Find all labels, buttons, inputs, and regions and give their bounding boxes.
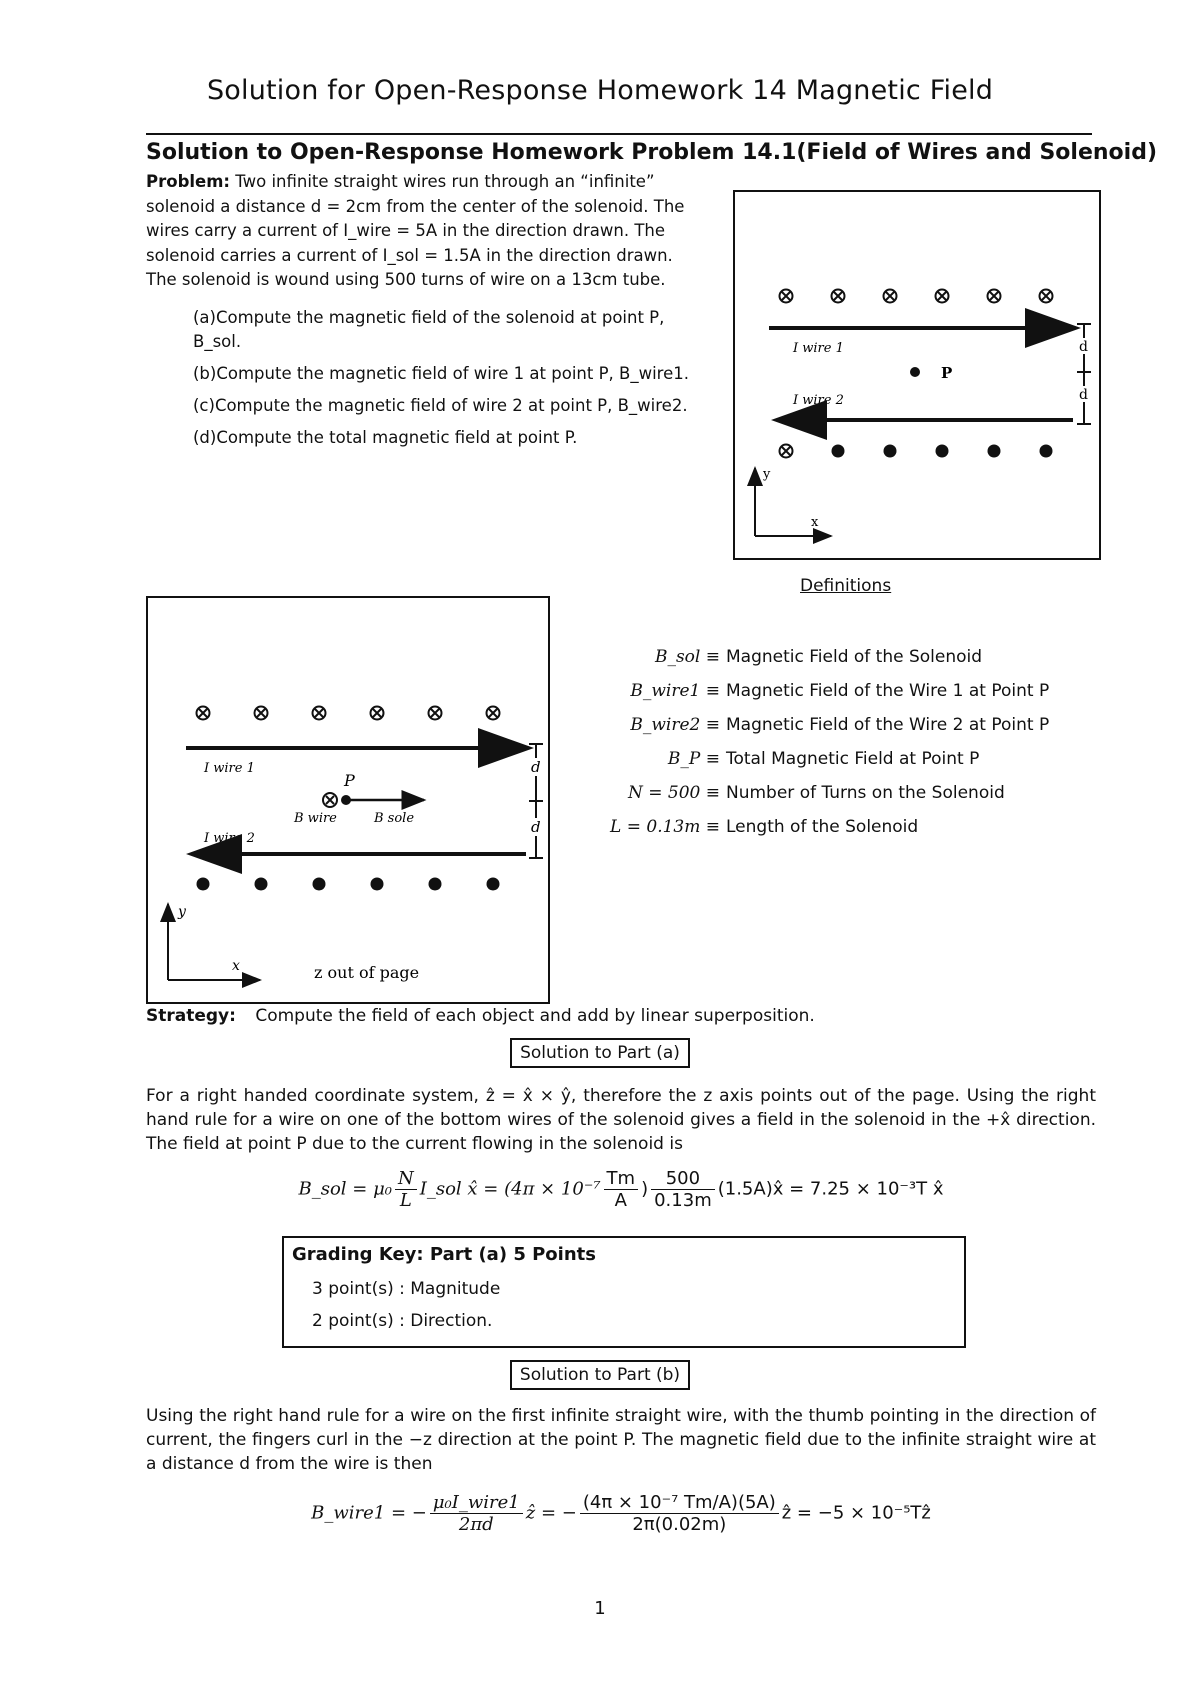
part-b-heading-wrap (0, 1360, 1200, 1390)
definition-row: B_P ≡ Total Magnetic Field at Point P (667, 749, 980, 769)
figure-solenoid-top (733, 190, 1101, 560)
section-title: Solution to Open-Response Homework Problem 14.1(Field of Wires and Solenoid) (146, 140, 1158, 165)
dot-symbol (487, 878, 500, 891)
part-d-question: (d)Compute the total magnetic field at point P. (193, 428, 578, 447)
dot-symbol (313, 878, 326, 891)
wire2-label: I wire 2 (793, 393, 844, 408)
bottom-row-currents-out-of-page (197, 878, 500, 891)
axes-icon (755, 467, 831, 536)
problem-parts (193, 306, 713, 458)
cross-symbol (936, 290, 949, 303)
bwire-label: B wire (294, 811, 337, 826)
svg-text:d: d (531, 818, 541, 836)
axes-icon (168, 904, 260, 980)
svg-text:d: d (1079, 387, 1088, 403)
dot-symbol (988, 445, 1001, 458)
cross-symbol (313, 707, 326, 720)
part-b-question: (b)Compute the magnetic field of wire 1 at point P, B_wire1. (193, 364, 689, 383)
figure2-svg (148, 598, 548, 1002)
dot-symbol (255, 878, 268, 891)
dot-symbol (1040, 445, 1053, 458)
dot-symbol (884, 445, 897, 458)
definition-row: N = 500 ≡ Number of Turns on the Solenoid (627, 783, 1005, 803)
problem-statement (146, 170, 692, 293)
cross-symbol (780, 445, 793, 458)
cross-symbol (884, 290, 897, 303)
z-out-of-page-label: z out of page (314, 963, 420, 982)
cross-symbol (1040, 290, 1053, 303)
definition-row: B_wire1 ≡ Magnetic Field of the Wire 1 at Point P (630, 681, 1050, 701)
svg-text:y: y (763, 467, 771, 482)
part-a-equation: B_sol = μ₀ $\frac{N}{L}$ I_sol x̂ = (4π × 10⁻⁷ $\frac{Tm}{A}$ ) $\frac{500}{0.13m}$ (1.5A)x̂ = 7.25 × 10⁻³T x̂ (298, 1168, 944, 1211)
part-c-question: (c)Compute the magnetic field of wire 2 at point P, B_wire2. (193, 396, 688, 415)
dot-symbol (197, 878, 210, 891)
dot-symbol (429, 878, 442, 891)
dot-symbol (371, 878, 384, 891)
cross-symbol (487, 707, 500, 720)
point-p-dot (910, 367, 920, 377)
wire2-label: I wire 2 (204, 831, 255, 846)
svg-text:d: d (1079, 339, 1088, 355)
definition-row: B_wire2 ≡ Magnetic Field of the Wire 2 at Point P (630, 715, 1050, 735)
cross-symbol (780, 290, 793, 303)
svg-text:x: x (811, 515, 819, 530)
part-b-text: Using the right hand rule for a wire on the first infinite straight wire, with the thumb pointing in the direction of current, the fingers curl in the −z direction at the point P. The magnetic field due to the infinite straight wire at a distance d from the wire is then (146, 1406, 1096, 1474)
cross-symbol (988, 290, 1001, 303)
cross-symbol (197, 707, 210, 720)
part-a-text: For a right handed coordinate system, ẑ = x̂ × ŷ, therefore the z axis points out of the page. Using the right hand rule for a wire on one of the bottom wires of the solenoid gives a field in the solenoid in the +x̂ direction. The field at point P due to the current flowing in the solenoid is (146, 1086, 1096, 1154)
strategy (146, 1004, 1096, 1028)
part-a-question: (a)Compute the magnetic field of the solenoid at point P, B_sol. (193, 308, 665, 351)
grading-key-part-a (282, 1236, 966, 1348)
svg-text:x: x (232, 958, 240, 974)
definition-row: B_sol ≡ Magnetic Field of the Solenoid (654, 647, 983, 667)
definition-row: L = 0.13m ≡ Length of the Solenoid (610, 817, 919, 837)
part-b-heading: Solution to Part (b) (510, 1360, 690, 1390)
title-rule (146, 133, 1092, 135)
wire1-label: I wire 1 (793, 341, 844, 356)
bwire-out-symbol (323, 793, 337, 807)
definitions-title: Definitions (800, 576, 892, 596)
bottom-row-currents-out-of-page (780, 445, 1053, 458)
cross-symbol (832, 290, 845, 303)
problem-label: Problem: (146, 172, 231, 191)
top-row-currents-into-page (197, 707, 500, 720)
strategy-label: Strategy: (146, 1006, 236, 1026)
part-a-heading-wrap (0, 1038, 1200, 1068)
d-dimension-marker (1077, 324, 1091, 424)
figure-solenoid-fields (146, 596, 550, 1004)
part-a-heading: Solution to Part (a) (510, 1038, 690, 1068)
figure1-svg (735, 192, 1099, 558)
definitions-list (560, 640, 1120, 844)
problem-text: Two infinite straight wires run through an “infinite” solenoid a distance d = 2cm from the center of the solenoid. The wires carry a current of I_wire = 5A in the direction drawn. The solenoid carries a current of I_sol = 1.5A in the direction drawn. The solenoid is wound using 500 turns of wire on a 13cm tube. (146, 172, 685, 289)
strategy-text: Compute the field of each object and add by linear superposition. (255, 1006, 815, 1026)
d-dimension-marker (529, 744, 543, 858)
cross-symbol (255, 707, 268, 720)
page-number: 1 (594, 1598, 606, 1619)
svg-text:d: d (531, 758, 541, 776)
point-p-label: P (344, 771, 355, 790)
part-b-equation: B_wire1 = − $\frac{\text{μ₀I\_wire1}}{2\pi d}$ ẑ = − $\frac{\text{(4π × 10⁻⁷ Tm/A)(5A)}}{2\pi(0.02m)}$ ẑ = −5 × 10⁻⁵Tẑ (311, 1492, 931, 1535)
grading-row: 3 point(s) : Magnitude (312, 1279, 501, 1299)
svg-text:y: y (178, 904, 186, 920)
page-title: Solution for Open-Response Homework 14 Magnetic Field (206, 75, 994, 106)
dot-symbol (936, 445, 949, 458)
cross-symbol (371, 707, 384, 720)
cross-symbol (429, 707, 442, 720)
point-p-label: P (941, 364, 953, 382)
grading-row: 2 point(s) : Direction. (312, 1311, 493, 1331)
top-row-currents-into-page (780, 290, 1053, 303)
grading-key-title: Grading Key: Part (a) 5 Points (292, 1244, 596, 1265)
dot-symbol (832, 445, 845, 458)
wire1-label: I wire 1 (204, 761, 255, 776)
bsole-label: B sole (374, 811, 415, 826)
